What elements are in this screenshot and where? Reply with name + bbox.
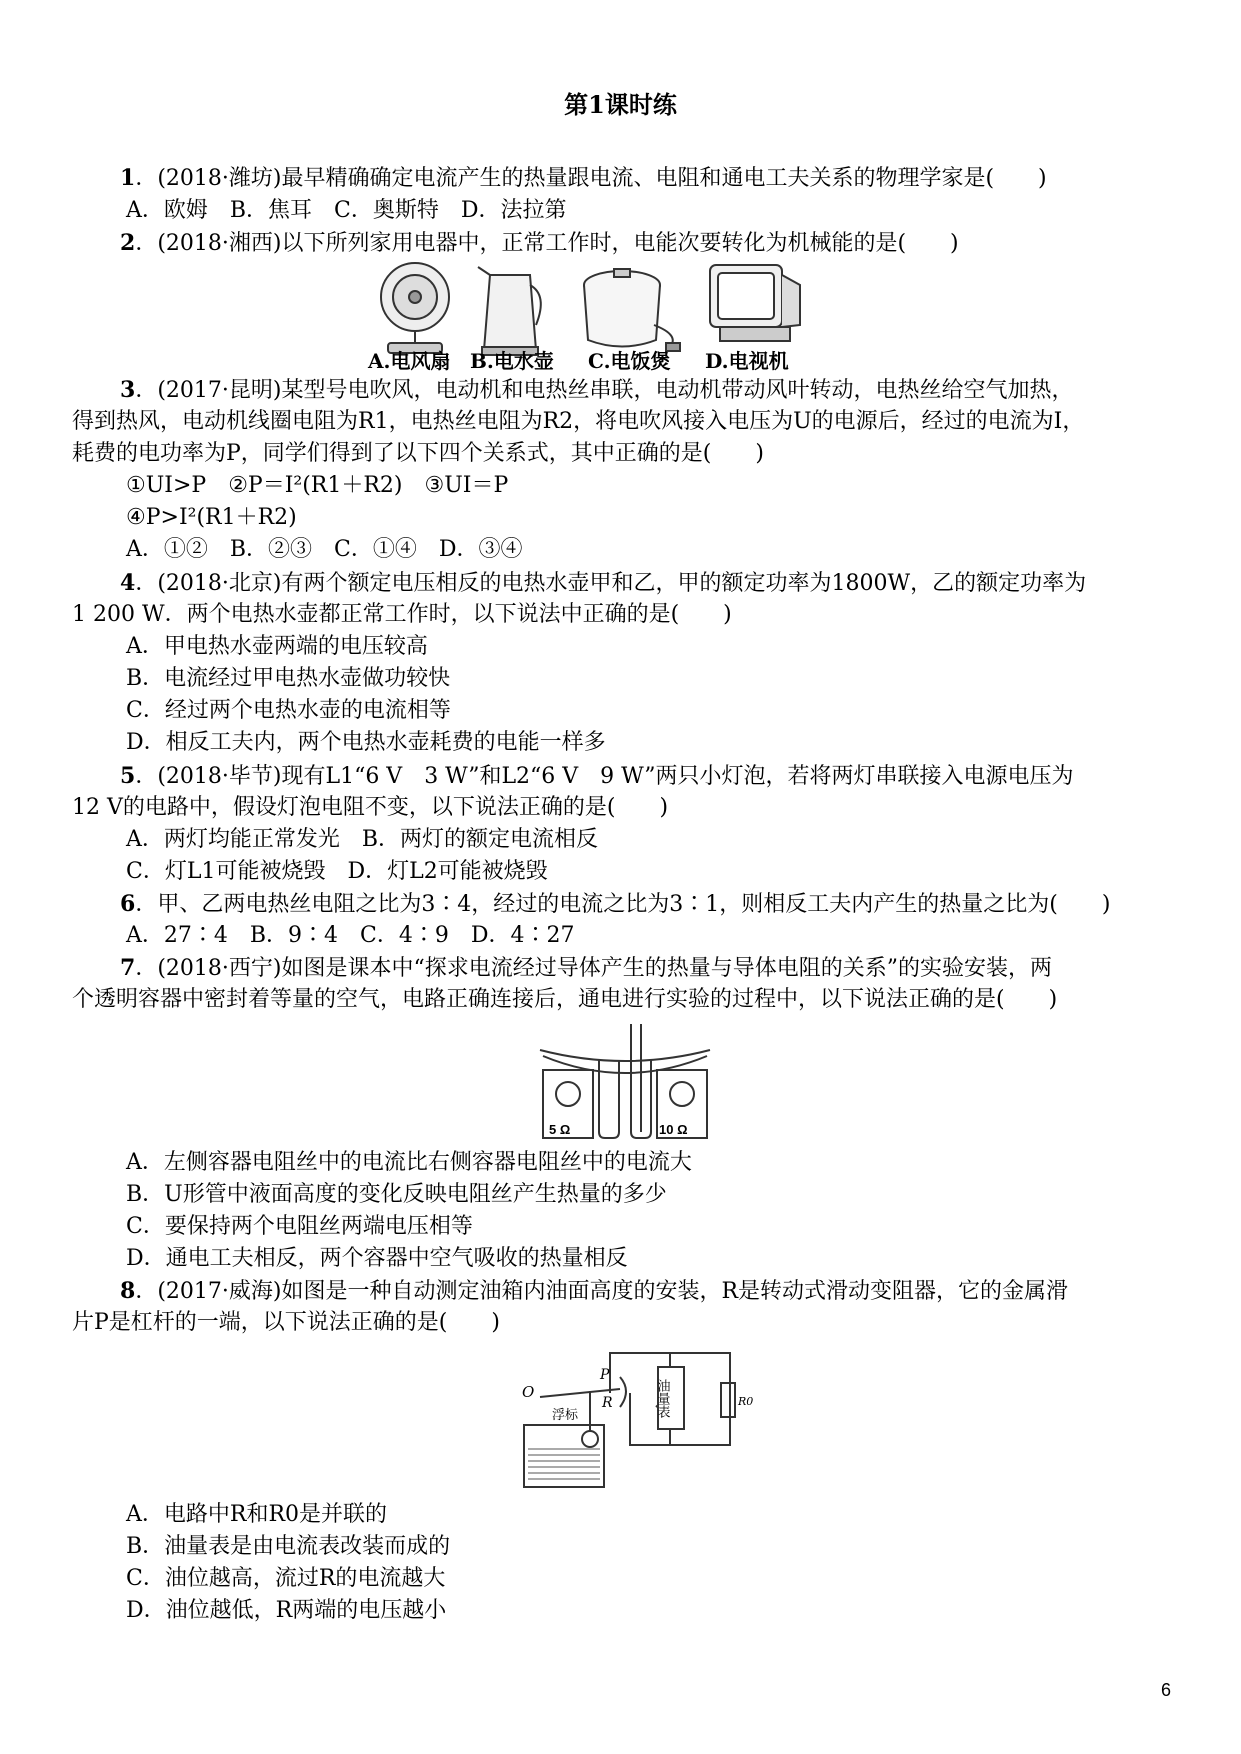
question-7-line2: 个透明容器中密封着等量的空气，电路正确连接后，通电进行实验的过程中，以下说法正确的是( ) — [72, 987, 1058, 1012]
option-b: B．油量表是由电流表改装而成的 — [126, 1534, 451, 1559]
question-3-line1 — [120, 375, 1073, 406]
option-c: C．油位越高，流过R的电流越大 — [126, 1566, 446, 1591]
caption-d: D.电视机 — [705, 349, 789, 373]
option-d: D．通电工夫相反，两个容器中空气吸收的热量相反 — [126, 1246, 628, 1271]
question-6-stem — [120, 889, 1110, 920]
question-7-line1 — [120, 953, 1052, 984]
label-float: 浮标 — [552, 1408, 579, 1423]
question-text: ．(2018·湘西)以下所列家用电器中，正常工作时，电能次要转化为机械能的是( ) — [135, 231, 959, 256]
options-cd: C．灯L1可能被烧毁 D．灯L2可能被烧毁 — [126, 859, 548, 884]
option-b: B．电流经过甲电热水壶做功较快 — [126, 666, 451, 691]
electric-kettle-icon — [478, 267, 541, 355]
option-a: A．甲电热水壶两端的电压较高 — [126, 634, 428, 659]
options-ab: A．两灯均能正常发光 B．两灯的额定电流相反 — [126, 827, 599, 852]
option-a: A．左侧容器电阻丝中的电流比右侧容器电阻丝中的电流大 — [126, 1150, 692, 1175]
question-1-options: A．欧姆 B．焦耳 C．奥斯特 D．法拉第 — [126, 198, 567, 223]
option-d: D．相反工夫内，两个电热水壶耗费的电能一样多 — [126, 730, 606, 755]
option-b: B．U形管中液面高度的变化反映电阻丝产生热量的多少 — [126, 1182, 667, 1207]
question-number: 8 — [120, 1278, 136, 1304]
left-resistor-label: 5 Ω — [549, 1122, 571, 1137]
question-5-line1 — [120, 761, 1073, 792]
question-number: 2 — [120, 230, 136, 256]
question-text: ．甲、乙两电热丝电阻之比为3∶4，经过的电流之比为3∶1，则相反工夫内产生的热量之比为( ) — [135, 892, 1111, 917]
label-r: R — [602, 1395, 613, 1411]
right-resistor-label: 10 Ω — [659, 1122, 688, 1137]
question-number: 6 — [120, 891, 136, 917]
question-text: ．(2018·潍坊)最早精确确定电流产生的热量跟电流、电阻和通电工夫关系的物理学家是( ) — [135, 166, 1047, 191]
television-icon — [710, 265, 800, 341]
caption-a: A.电风扇 — [368, 349, 451, 373]
question-number: 1 — [120, 165, 136, 191]
label-o: O — [522, 1383, 535, 1401]
question-text: ．(2018·北京)有两个额定电压相反的电热水壶甲和乙，甲的额定功率为1800W，乙的额定功率为 — [135, 571, 1087, 596]
rice-cooker-icon — [584, 269, 680, 351]
electric-fan-icon — [381, 263, 449, 353]
question-4-line1 — [120, 568, 1086, 599]
caption-c: C.电饭煲 — [588, 349, 671, 373]
option-c: C．要保持两个电阻丝两端电压相等 — [126, 1214, 473, 1239]
question-number: 5 — [120, 763, 136, 789]
fuel-gauge-circuit-figure — [520, 1345, 760, 1495]
question-text: ．(2018·毕节)现有L1“6 V 3 W”和L2“6 V 9 W”两只小灯泡，若将两灯串联接入电源电压为 — [135, 764, 1074, 789]
question-8-line1 — [120, 1276, 1068, 1307]
label-p: P — [600, 1367, 610, 1383]
u-tube-apparatus-figure — [535, 1020, 715, 1142]
question-text: ．(2017·威海)如图是一种自动测定油箱内油面高度的安装，R是转动式滑动变阻器，它的金属滑 — [135, 1279, 1069, 1304]
question-text: ．(2017·昆明)某型号电吹风，电动机和电热丝串联，电动机带动风叶转动，电热丝给空气加热， — [135, 378, 1074, 403]
question-5-line2: 12 V的电路中，假设灯泡电阻不变，以下说法正确的是( ) — [72, 795, 669, 820]
question-6-options: A．27∶4 B．9∶4 C．4∶9 D．4∶27 — [126, 923, 575, 948]
option-d: D．油位越低，R两端的电压越小 — [126, 1598, 447, 1623]
question-3-relations-1: ①UI>P ②P＝I²(R1＋R2) ③UI＝P — [126, 473, 509, 498]
question-3-relations-2: ④P>I²(R1＋R2) — [126, 505, 297, 530]
caption-b: B.电水壶 — [470, 349, 554, 373]
question-8-line2: 片P是杠杆的一端，以下说法正确的是( ) — [72, 1310, 500, 1335]
question-1-stem — [120, 163, 1047, 194]
question-3-options: A．①② B．②③ C．①④ D．③④ — [126, 537, 523, 562]
option-c: C．经过两个电热水壶的电流相等 — [126, 698, 451, 723]
question-number: 7 — [120, 955, 136, 981]
question-number: 4 — [120, 570, 136, 596]
question-3-line3: 耗费的电功率为P，同学们得到了以下四个关系式，其中正确的是( ) — [72, 441, 764, 466]
page-number: 6 — [1160, 1680, 1171, 1700]
page-title: 第1课时练 — [564, 90, 677, 119]
question-3-line2: 得到热风，电动机线圈电阻为R1，电热丝电阻为R2，将电吹风接入电压为U的电源后，经过的电流为I， — [72, 409, 1085, 434]
question-number: 3 — [120, 377, 136, 403]
question-4-line2: 1 200 W．两个电热水壶都正常工作时，以下说法中正确的是( ) — [72, 602, 732, 627]
option-a: A．电路中R和R0是并联的 — [126, 1502, 388, 1527]
label-fuel-gauge: 油量表 — [654, 1379, 670, 1418]
question-text: ．(2018·西宁)如图是课本中“探求电流经过导体产生的热量与导体电阻的关系”的实验安装，两 — [135, 956, 1052, 981]
label-r0: R0 — [738, 1395, 754, 1408]
